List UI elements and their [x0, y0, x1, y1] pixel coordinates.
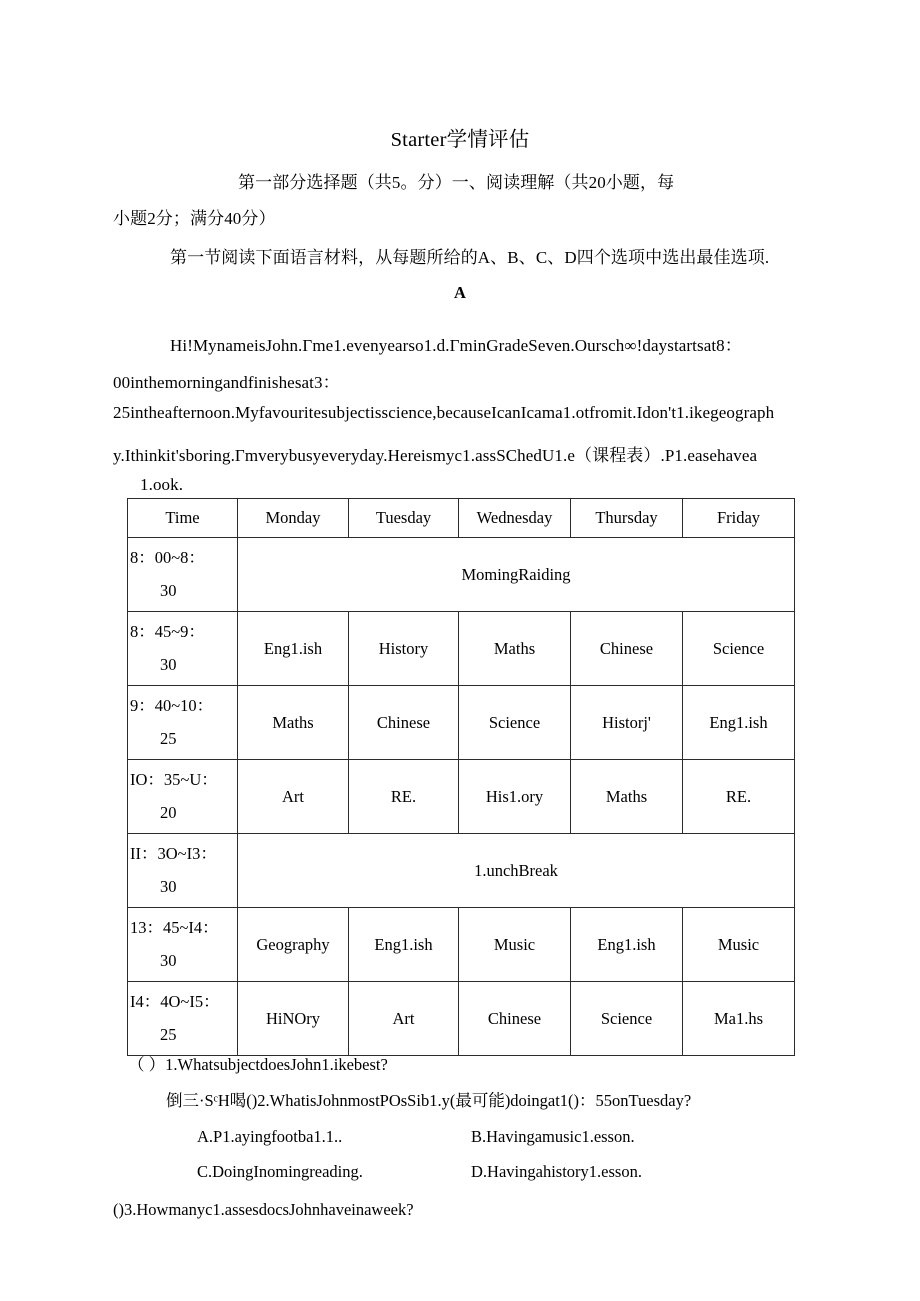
time-range-bottom: 25 [160, 728, 177, 748]
header-thursday: Thursday [571, 499, 683, 538]
question-1: （ ）1.WhatsubjectdoesJohn1.ikebest? [128, 1055, 388, 1074]
table-row [128, 760, 795, 834]
time-range-bottom: 30 [160, 950, 177, 970]
subject-cell: Art [238, 760, 349, 834]
time-slot-cell [128, 686, 238, 760]
passage-line-3: 25intheafternoon.Myfavouritesubjectisscience,becauseIcanIcama1.otfromit.Idon't1.ikegeograph [113, 403, 775, 422]
subject-cell: Maths [459, 612, 571, 686]
passage-line-1: Hi!MynameisJohn.Γme1.evenyearso1.d.ΓminGradeSeven.Oursch∞!daystartsat8： [170, 336, 742, 355]
subject-cell: Historj' [571, 686, 683, 760]
table-row [128, 982, 795, 1056]
subject-cell: HiNOry [238, 982, 349, 1056]
question-2-option-c: C.DoingInomingreading. [197, 1162, 363, 1181]
header-wednesday: Wednesday [459, 499, 571, 538]
header-tuesday: Tuesday [349, 499, 459, 538]
question-3: ()3.Howmanyc1.assesdocsJohnhaveinaweek? [113, 1200, 414, 1219]
section-header-line2: 小题2分；满分40分） [113, 209, 276, 228]
subject-cell: Science [683, 612, 795, 686]
subject-cell: Eng1.ish [349, 908, 459, 982]
subject-cell: Music [683, 908, 795, 982]
table-row [128, 686, 795, 760]
section-header-line1: 第一部分选择题（共5。分）一、阅读理解（共20小题，每 [238, 173, 675, 192]
subject-cell: His1.ory [459, 760, 571, 834]
merged-activity-cell: MomingRaiding [238, 538, 795, 612]
question-2-option-d: D.Havingahistory1.esson. [471, 1162, 642, 1181]
passage-label-a: A [454, 283, 466, 302]
passage-line-4: y.Ithinkit'sboring.Γmverybusyeveryday.Hereismyc1.assSChedU1.e（课程表）.P1.easehavea [113, 446, 758, 465]
time-range-bottom: 25 [160, 1024, 177, 1044]
time-range-bottom: 30 [160, 654, 177, 674]
subject-cell: Chinese [571, 612, 683, 686]
subject-cell: Art [349, 982, 459, 1056]
time-range-bottom: 20 [160, 802, 177, 822]
subject-cell: Eng1.ish [238, 612, 349, 686]
time-range-top: II：3O~I3： [130, 844, 217, 864]
time-range-top: 13：45~I4： [130, 918, 219, 938]
subject-cell: RE. [349, 760, 459, 834]
subject-cell: RE. [683, 760, 795, 834]
time-range-top: 8：00~8： [130, 548, 205, 568]
question-2: 倒三·SᶜH喝()2.WhatisJohnmostPOsSib1.y(最可能)doingat1()：55onTuesday? [166, 1091, 692, 1110]
table-row [128, 612, 795, 686]
table-row [128, 834, 795, 908]
time-range-top: I4：4O~I5： [130, 992, 220, 1012]
table-header-row [128, 499, 795, 538]
time-range-bottom: 30 [160, 580, 177, 600]
subject-cell: Science [571, 982, 683, 1056]
subject-cell: Ma1.hs [683, 982, 795, 1056]
time-slot-cell [128, 538, 238, 612]
passage-line-5: 1.ook. [140, 475, 184, 494]
table-row [128, 908, 795, 982]
subject-cell: History [349, 612, 459, 686]
time-range-top: 8：45~9： [130, 622, 205, 642]
passage-line-2: 00inthemorningandfinishesat3： [113, 373, 340, 392]
time-slot-cell [128, 834, 238, 908]
page-title: Starter学情评估 [390, 129, 530, 151]
merged-activity-cell: 1.unchBreak [238, 834, 795, 908]
time-slot-cell [128, 760, 238, 834]
time-slot-cell [128, 982, 238, 1056]
subject-cell: Maths [571, 760, 683, 834]
time-range-bottom: 30 [160, 876, 177, 896]
time-range-top: 9：40~10： [130, 696, 214, 716]
time-slot-cell [128, 908, 238, 982]
question-2-option-a: A.P1.ayingfootba1.1.. [197, 1127, 343, 1146]
instruction-line: 第一节阅读下面语言材料，从每题所给的A、B、C、D四个选项中选出最佳选项. [170, 248, 770, 267]
subject-cell: Eng1.ish [571, 908, 683, 982]
time-range-top: IO：35~U： [130, 770, 218, 790]
subject-cell: Geography [238, 908, 349, 982]
subject-cell: Maths [238, 686, 349, 760]
subject-cell: Chinese [459, 982, 571, 1056]
subject-cell: Eng1.ish [683, 686, 795, 760]
header-friday: Friday [683, 499, 795, 538]
header-monday: Monday [238, 499, 349, 538]
question-2-option-b: B.Havingamusic1.esson. [471, 1127, 635, 1146]
subject-cell: Music [459, 908, 571, 982]
table-row [128, 538, 795, 612]
subject-cell: Chinese [349, 686, 459, 760]
header-time: Time [128, 499, 238, 538]
subject-cell: Science [459, 686, 571, 760]
class-schedule-table [127, 498, 795, 1056]
time-slot-cell [128, 612, 238, 686]
